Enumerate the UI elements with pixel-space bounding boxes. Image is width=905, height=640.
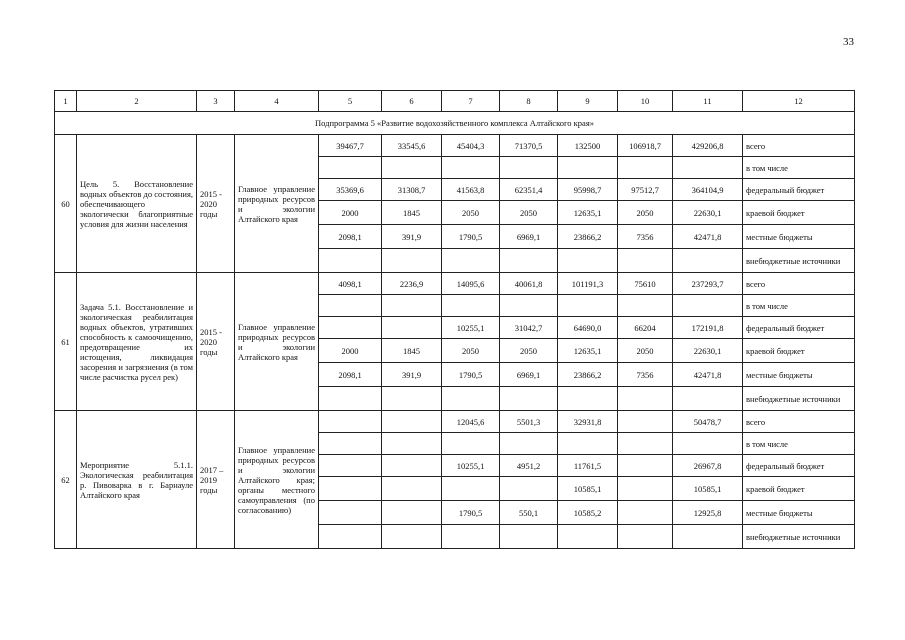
amount-cell: 95998,7 [558,179,618,201]
funding-source: местные бюджеты [743,363,855,387]
amount-cell [558,295,618,317]
amount-cell: 10585,2 [558,501,618,525]
amount-cell [382,455,442,477]
amount-cell [558,387,618,411]
subprogram-row [55,112,855,135]
col-header: 12 [743,91,855,112]
amount-cell: 2050 [442,339,500,363]
amount-cell: 2000 [319,339,382,363]
amount-cell [618,455,673,477]
amount-cell [673,525,743,549]
amount-cell [442,433,500,455]
amount-cell: 14095,6 [442,273,500,295]
item-name: Мероприятие 5.1.1. Экологическая реабилитация р. Пивоварка в г. Барнауле Алтайского края [77,411,197,549]
amount-cell: 22630,1 [673,201,743,225]
amount-cell: 2050 [500,339,558,363]
amount-cell: 172191,8 [673,317,743,339]
amount-cell: 22630,1 [673,339,743,363]
amount-cell [442,295,500,317]
col-header: 10 [618,91,673,112]
amount-cell: 6969,1 [500,225,558,249]
funding-source: местные бюджеты [743,225,855,249]
amount-cell: 2098,1 [319,225,382,249]
amount-cell [618,501,673,525]
amount-cell: 71370,5 [500,135,558,157]
amount-cell [382,387,442,411]
amount-cell: 10585,1 [558,477,618,501]
item-number: 61 [55,273,77,411]
amount-cell: 45404,3 [442,135,500,157]
amount-cell: 42471,8 [673,225,743,249]
funding-source: всего [743,135,855,157]
amount-cell: 62351,4 [500,179,558,201]
item-responsible: Главное управление природных ресурсов и экологии Алтайского края [235,273,319,411]
amount-cell: 41563,8 [442,179,500,201]
amount-cell [319,455,382,477]
amount-cell [319,433,382,455]
amount-cell: 10585,1 [673,477,743,501]
item-number: 60 [55,135,77,273]
amount-cell: 12925,8 [673,501,743,525]
item-years: 2015 - 2020 годы [197,135,235,273]
amount-cell [442,249,500,273]
amount-cell: 35369,6 [319,179,382,201]
amount-cell: 6969,1 [500,363,558,387]
amount-cell [618,157,673,179]
item-years: 2017 – 2019 годы [197,411,235,549]
amount-cell: 4098,1 [319,273,382,295]
amount-cell: 1790,5 [442,501,500,525]
amount-cell [382,501,442,525]
table-row [55,273,855,295]
amount-cell: 391,9 [382,363,442,387]
table-row [55,411,855,433]
funding-source: краевой бюджет [743,201,855,225]
amount-cell [618,433,673,455]
amount-cell: 23866,2 [558,363,618,387]
amount-cell [382,317,442,339]
amount-cell [618,295,673,317]
amount-cell [558,157,618,179]
funding-source: в том числе [743,433,855,455]
amount-cell [382,295,442,317]
amount-cell: 42471,8 [673,363,743,387]
amount-cell [442,525,500,549]
amount-cell [319,411,382,433]
amount-cell [500,477,558,501]
funding-source: в том числе [743,295,855,317]
amount-cell: 33545,6 [382,135,442,157]
amount-cell [500,433,558,455]
amount-cell: 64690,0 [558,317,618,339]
amount-cell: 10255,1 [442,455,500,477]
amount-cell [618,477,673,501]
amount-cell: 39467,7 [319,135,382,157]
amount-cell: 2236,9 [382,273,442,295]
col-header: 2 [77,91,197,112]
amount-cell [500,525,558,549]
amount-cell [319,157,382,179]
amount-cell: 101191,3 [558,273,618,295]
amount-cell: 12045,6 [442,411,500,433]
amount-cell [382,477,442,501]
amount-cell: 4951,2 [500,455,558,477]
amount-cell [673,249,743,273]
amount-cell [500,387,558,411]
amount-cell [618,525,673,549]
item-number: 62 [55,411,77,549]
page-number: 33 [843,36,854,48]
amount-cell: 2098,1 [319,363,382,387]
amount-cell [382,525,442,549]
item-name: Цель 5. Восстановление водных объектов до состояния, обеспечивающего экологически благоприятные условия для жизни населения [77,135,197,273]
amount-cell [673,433,743,455]
amount-cell [382,411,442,433]
amount-cell [382,249,442,273]
amount-cell: 31042,7 [500,317,558,339]
funding-source: внебюджетные источники [743,525,855,549]
column-number-row [55,91,855,112]
funding-source: внебюджетные источники [743,249,855,273]
amount-cell [442,157,500,179]
amount-cell: 1845 [382,201,442,225]
funding-source: внебюджетные источники [743,387,855,411]
funding-source: федеральный бюджет [743,317,855,339]
col-header: 3 [197,91,235,112]
amount-cell [673,157,743,179]
amount-cell [442,387,500,411]
amount-cell: 40061,8 [500,273,558,295]
amount-cell [558,249,618,273]
funding-source: в том числе [743,157,855,179]
item-responsible: Главное управление природных ресурсов и экологии Алтайского края [235,135,319,273]
amount-cell [319,525,382,549]
budget-table [54,90,855,549]
amount-cell: 50478,7 [673,411,743,433]
amount-cell: 66204 [618,317,673,339]
amount-cell: 1845 [382,339,442,363]
amount-cell: 12635,1 [558,339,618,363]
amount-cell: 12635,1 [558,201,618,225]
funding-source: федеральный бюджет [743,455,855,477]
amount-cell [319,317,382,339]
amount-cell: 75610 [618,273,673,295]
amount-cell [558,525,618,549]
amount-cell [319,295,382,317]
amount-cell [382,433,442,455]
item-responsible: Главное управление природных ресурсов и экологии Алтайского края; органы местного самоуправления (по согласованию) [235,411,319,549]
amount-cell: 429206,8 [673,135,743,157]
amount-cell [442,477,500,501]
amount-cell [618,411,673,433]
amount-cell: 31308,7 [382,179,442,201]
item-name: Задача 5.1. Восстановление и экологическая реабилитация водных объектов, утративших способность к самоочищению, предотвращение их истощения, ликвидация засорения и загрязнения (в том числе расчистка русел рек) [77,273,197,411]
funding-source: краевой бюджет [743,339,855,363]
col-header: 7 [442,91,500,112]
amount-cell: 132500 [558,135,618,157]
amount-cell: 2050 [618,201,673,225]
subprogram-title: Подпрограмма 5 «Развитие водохозяйственного комплекса Алтайского края» [55,112,855,135]
amount-cell [618,249,673,273]
amount-cell: 2050 [500,201,558,225]
amount-cell: 1790,5 [442,363,500,387]
funding-source: федеральный бюджет [743,179,855,201]
amount-cell: 237293,7 [673,273,743,295]
amount-cell: 7356 [618,363,673,387]
amount-cell: 11761,5 [558,455,618,477]
amount-cell [319,477,382,501]
amount-cell [500,157,558,179]
amount-cell: 364104,9 [673,179,743,201]
amount-cell [500,249,558,273]
amount-cell: 2050 [618,339,673,363]
funding-source: местные бюджеты [743,501,855,525]
amount-cell: 391,9 [382,225,442,249]
item-years: 2015 - 2020 годы [197,273,235,411]
amount-cell [319,501,382,525]
col-header: 9 [558,91,618,112]
col-header: 11 [673,91,743,112]
amount-cell [382,157,442,179]
col-header: 1 [55,91,77,112]
amount-cell: 23866,2 [558,225,618,249]
funding-source: всего [743,273,855,295]
amount-cell: 26967,8 [673,455,743,477]
amount-cell: 97512,7 [618,179,673,201]
amount-cell: 7356 [618,225,673,249]
amount-cell: 10255,1 [442,317,500,339]
amount-cell: 106918,7 [618,135,673,157]
col-header: 6 [382,91,442,112]
funding-source: краевой бюджет [743,477,855,501]
amount-cell [319,249,382,273]
amount-cell [673,387,743,411]
amount-cell [673,295,743,317]
amount-cell [500,295,558,317]
table-row [55,135,855,157]
col-header: 4 [235,91,319,112]
amount-cell: 2050 [442,201,500,225]
amount-cell: 5501,3 [500,411,558,433]
amount-cell: 32931,8 [558,411,618,433]
col-header: 8 [500,91,558,112]
amount-cell: 550,1 [500,501,558,525]
col-header: 5 [319,91,382,112]
amount-cell [319,387,382,411]
amount-cell [558,433,618,455]
amount-cell: 2000 [319,201,382,225]
amount-cell [618,387,673,411]
funding-source: всего [743,411,855,433]
amount-cell: 1790,5 [442,225,500,249]
